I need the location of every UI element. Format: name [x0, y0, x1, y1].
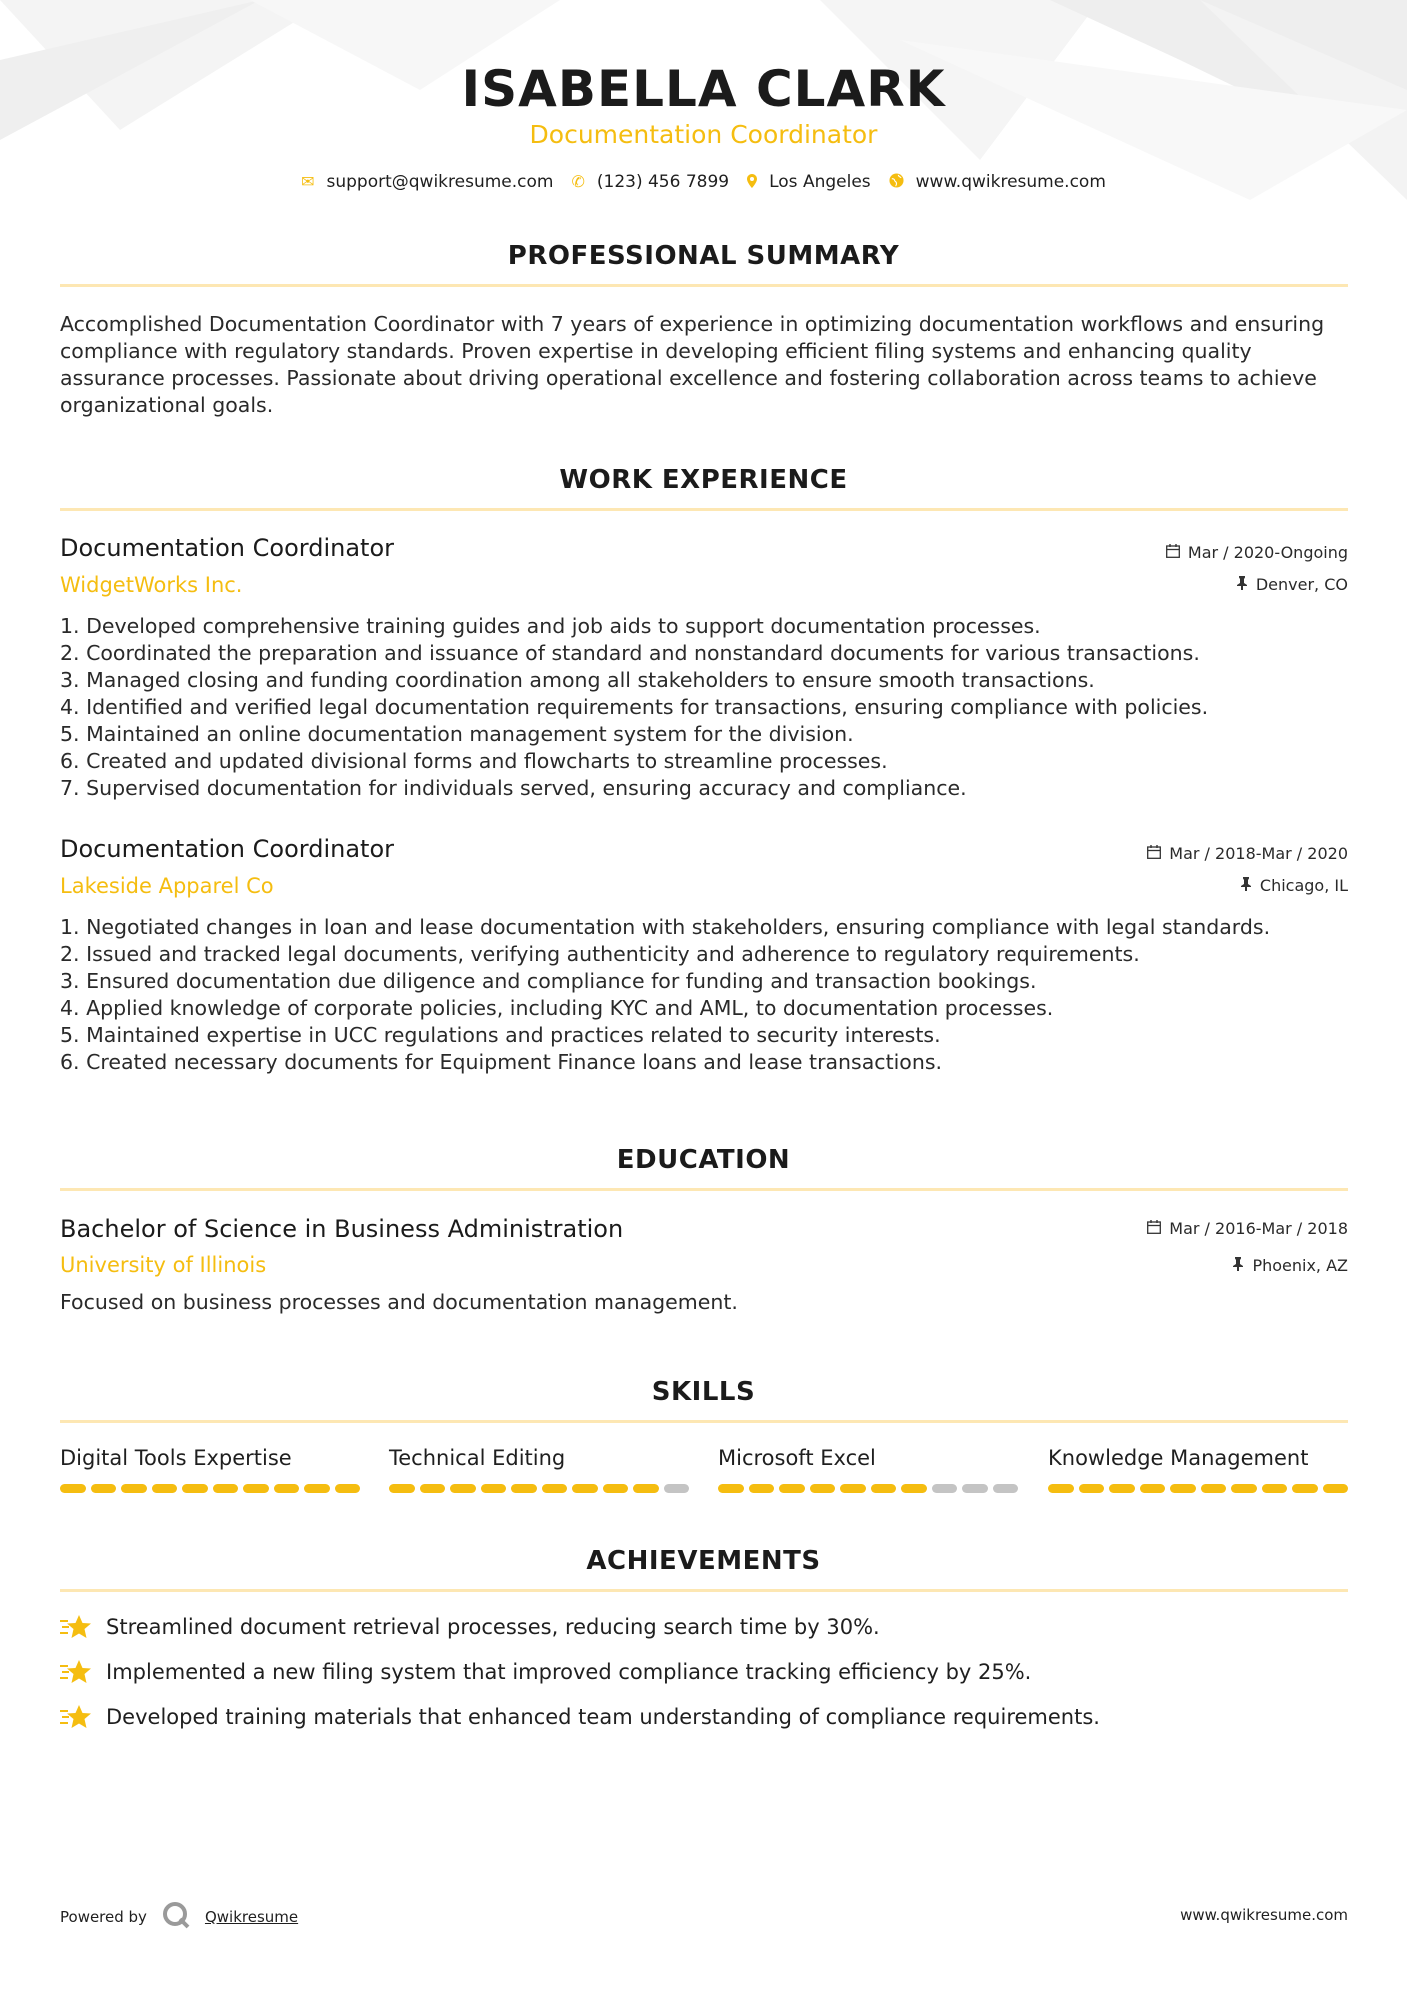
rating-dot-filled	[718, 1484, 744, 1493]
contact-email[interactable]	[301, 172, 553, 192]
skill-rating	[718, 1484, 1018, 1493]
calendar-icon	[1147, 1220, 1161, 1238]
skill-label: Digital Tools Expertise	[60, 1446, 292, 1470]
achievement-item	[60, 1703, 1100, 1731]
rating-dot-filled	[901, 1484, 927, 1493]
list-item: 1. Developed comprehensive training guides and job aids to support documentation processes.	[60, 614, 1041, 638]
achievements-heading: ACHIEVEMENTS	[586, 1546, 821, 1576]
qwikresume-logo-icon	[161, 1900, 191, 1934]
rating-dot-filled	[91, 1484, 117, 1493]
rating-dot-empty	[664, 1484, 690, 1493]
job-location-text: Denver, CO	[1255, 575, 1348, 594]
envelope-icon: ✉	[301, 172, 315, 191]
powered-by-text: Powered by	[60, 1908, 147, 1926]
email-text: support@qwikresume.com	[326, 172, 554, 192]
list-item: 6. Created necessary documents for Equipment Finance loans and lease transactions.	[60, 1050, 943, 1074]
job-bullets	[60, 914, 1350, 1076]
education-location-text: Phoenix, AZ	[1252, 1256, 1348, 1275]
rating-dot-empty	[962, 1484, 988, 1493]
rating-dot-filled	[481, 1484, 507, 1493]
job-dates-text: Mar / 2018-Mar / 2020	[1169, 844, 1348, 863]
calendar-icon	[1166, 544, 1180, 562]
rating-dot-filled	[572, 1484, 598, 1493]
job-company: Lakeside Apparel Co	[60, 874, 274, 898]
list-item: 2. Issued and tracked legal documents, verifying authenticity and adherence to regulatory requirements.	[60, 942, 1140, 966]
education-dates-text: Mar / 2016-Mar / 2018	[1169, 1219, 1348, 1238]
rating-dot-filled	[633, 1484, 659, 1493]
list-item: 3. Ensured documentation due diligence and compliance for funding and transaction bookings.	[60, 969, 1037, 993]
achievement-text: Developed training materials that enhanced team understanding of compliance requirements.	[106, 1705, 1100, 1729]
calendar-icon	[1147, 845, 1161, 863]
skill-label: Technical Editing	[389, 1446, 566, 1470]
job-dates	[1166, 543, 1348, 562]
skill-rating	[389, 1484, 689, 1493]
job-bullets	[60, 613, 1350, 802]
list-item: 7. Supervised documentation for individuals served, ensuring accuracy and compliance.	[60, 776, 967, 800]
summary-text: Accomplished Documentation Coordinator with 7 years of experience in optimizing documentation workflows and ensuring compliance with regulatory standards. Proven expertise in developing efficient filing systems and enhancing quality assurance processes. Passionate about driving operational excellence and fostering collaboration across teams to achieve organizational goals.	[60, 312, 1325, 417]
job-dates-text: Mar / 2020-Ongoing	[1187, 543, 1348, 562]
skill-item	[1048, 1446, 1348, 1493]
rating-dot-filled	[511, 1484, 537, 1493]
candidate-title: Documentation Coordinator	[529, 120, 878, 149]
job-role: Documentation Coordinator	[60, 835, 394, 863]
contact-location	[747, 172, 871, 192]
globe-icon	[889, 173, 904, 191]
rating-dot-filled	[810, 1484, 836, 1493]
rating-dot-filled	[749, 1484, 775, 1493]
skill-item	[60, 1446, 360, 1493]
skill-rating	[60, 1484, 360, 1493]
rating-dot-filled	[542, 1484, 568, 1493]
candidate-name: ISABELLA CLARK	[461, 60, 946, 118]
rating-dot-filled	[274, 1484, 300, 1493]
summary-divider	[60, 284, 1348, 287]
school: University of Illinois	[60, 1253, 267, 1277]
achievement-text: Implemented a new filing system that improved compliance tracking efficiency by 25%.	[106, 1660, 1032, 1684]
website-text: www.qwikresume.com	[915, 172, 1106, 192]
rating-dot-filled	[603, 1484, 629, 1493]
rating-dot-filled	[335, 1484, 361, 1493]
skill-item	[718, 1446, 1018, 1493]
skill-rating	[1048, 1484, 1348, 1493]
education-description: Focused on business processes and documentation management.	[60, 1290, 738, 1314]
rating-dot-filled	[450, 1484, 476, 1493]
rating-dot-filled	[213, 1484, 239, 1493]
list-item: 4. Applied knowledge of corporate policies, including KYC and AML, to documentation processes.	[60, 996, 1054, 1020]
job-dates	[1147, 844, 1348, 863]
footer-brand-link[interactable]: Qwikresume	[204, 1908, 299, 1926]
phone-text: (123) 456 7899	[596, 172, 730, 192]
achievement-text: Streamlined document retrieval processes, reducing search time by 30%.	[106, 1615, 880, 1639]
job-company: WidgetWorks Inc.	[60, 573, 243, 597]
footer-powered-by	[60, 1900, 298, 1934]
rating-dot-empty	[993, 1484, 1019, 1493]
star-icon	[60, 1613, 92, 1641]
contact-bar	[0, 172, 1407, 192]
list-item: 4. Identified and verified legal documentation requirements for transactions, ensuring compliance with policies.	[60, 695, 1209, 719]
summary-heading: PROFESSIONAL SUMMARY	[507, 241, 900, 271]
star-icon	[60, 1658, 92, 1686]
rating-dot-filled	[1292, 1484, 1318, 1493]
pushpin-icon	[1236, 576, 1248, 594]
achievement-item	[60, 1658, 1031, 1686]
education-location	[1232, 1256, 1348, 1275]
map-pin-icon	[747, 174, 757, 191]
rating-dot-filled	[1079, 1484, 1105, 1493]
education-heading: EDUCATION	[616, 1145, 791, 1175]
rating-dot-filled	[60, 1484, 86, 1493]
degree: Bachelor of Science in Business Administration	[60, 1215, 624, 1243]
pushpin-icon	[1240, 877, 1252, 895]
rating-dot-filled	[1231, 1484, 1257, 1493]
rating-dot-empty	[932, 1484, 958, 1493]
experience-heading: WORK EXPERIENCE	[559, 465, 848, 495]
list-item: 3. Managed closing and funding coordination among all stakeholders to ensure smooth transactions.	[60, 668, 1095, 692]
rating-dot-filled	[1109, 1484, 1135, 1493]
location-text: Los Angeles	[769, 172, 871, 192]
job-location-text: Chicago, IL	[1259, 876, 1348, 895]
rating-dot-filled	[840, 1484, 866, 1493]
job-role: Documentation Coordinator	[60, 534, 394, 562]
education-divider	[60, 1188, 1348, 1191]
star-icon	[60, 1703, 92, 1731]
rating-dot-filled	[243, 1484, 269, 1493]
education-dates	[1147, 1219, 1348, 1238]
phone-icon: ✆	[571, 172, 585, 191]
list-item: 2. Coordinated the preparation and issuance of standard and nonstandard documents for various transactions.	[60, 641, 1200, 665]
rating-dot-filled	[779, 1484, 805, 1493]
list-item: 5. Maintained an online documentation management system for the division.	[60, 722, 854, 746]
list-item: 1. Negotiated changes in loan and lease documentation with stakeholders, ensuring compliance with legal standards.	[60, 915, 1271, 939]
rating-dot-filled	[121, 1484, 147, 1493]
achievements-divider	[60, 1589, 1348, 1592]
rating-dot-filled	[420, 1484, 446, 1493]
rating-dot-filled	[1170, 1484, 1196, 1493]
skills-divider	[60, 1420, 1348, 1423]
list-item: 5. Maintained expertise in UCC regulations and practices related to security interests.	[60, 1023, 941, 1047]
pushpin-icon	[1232, 1257, 1244, 1275]
rating-dot-filled	[871, 1484, 897, 1493]
rating-dot-filled	[1323, 1484, 1349, 1493]
skill-item	[389, 1446, 689, 1493]
job-location	[1240, 876, 1348, 895]
experience-divider	[60, 508, 1348, 511]
rating-dot-filled	[152, 1484, 178, 1493]
contact-website[interactable]	[889, 172, 1106, 192]
list-item: 6. Created and updated divisional forms and flowcharts to streamline processes.	[60, 749, 888, 773]
rating-dot-filled	[1201, 1484, 1227, 1493]
rating-dot-filled	[389, 1484, 415, 1493]
skill-label: Microsoft Excel	[718, 1446, 876, 1470]
contact-phone[interactable]	[571, 172, 729, 192]
rating-dot-filled	[1140, 1484, 1166, 1493]
footer-website[interactable]: www.qwikresume.com	[1180, 1906, 1348, 1924]
rating-dot-filled	[1262, 1484, 1288, 1493]
rating-dot-filled	[1048, 1484, 1074, 1493]
rating-dot-filled	[304, 1484, 330, 1493]
achievement-item	[60, 1613, 880, 1641]
skills-heading: SKILLS	[651, 1377, 756, 1407]
job-location	[1236, 575, 1348, 594]
rating-dot-filled	[182, 1484, 208, 1493]
skill-label: Knowledge Management	[1048, 1446, 1309, 1470]
